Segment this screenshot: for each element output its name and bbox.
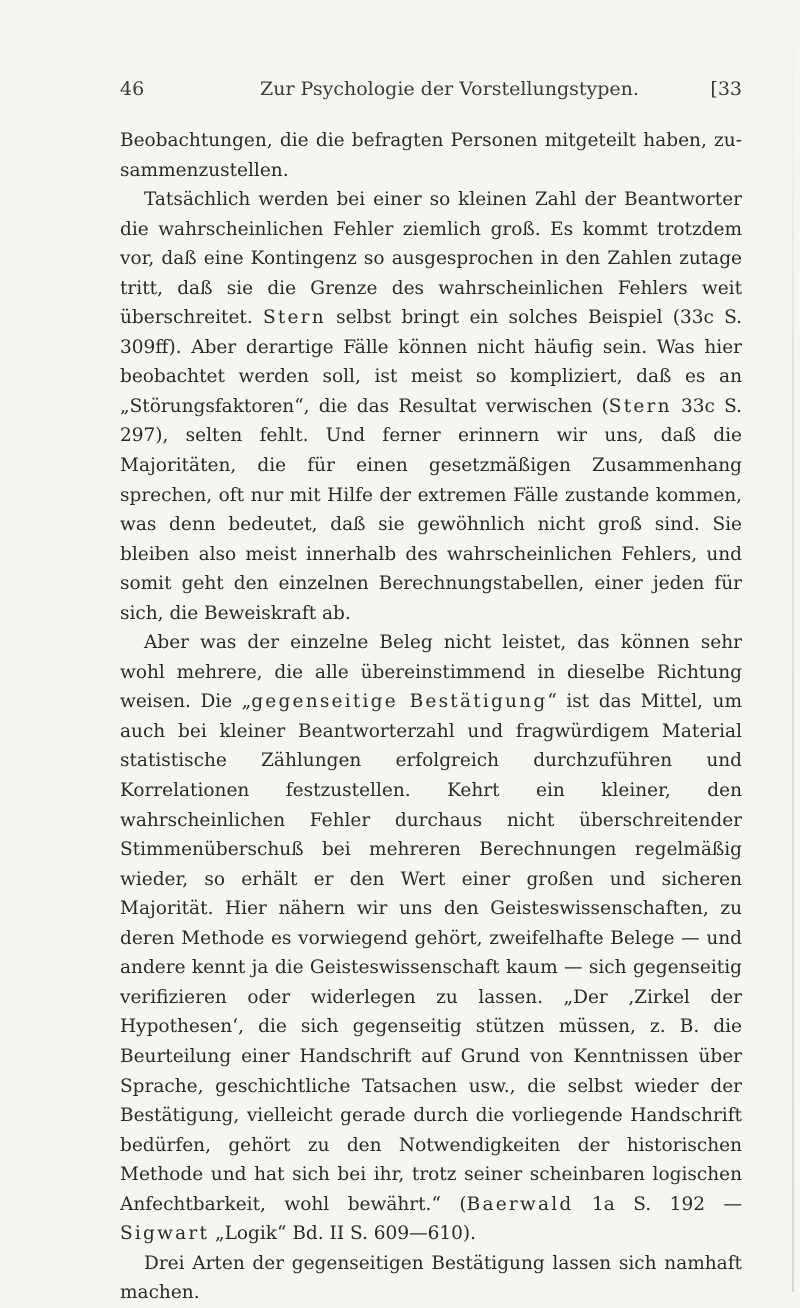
author-name: Stern [262,307,326,329]
paragraph-1: Beobachtungen, die die befragten Personen mitgeteilt haben, zusammenzustellen. [120,130,742,181]
paragraph-2 [120,185,742,628]
author-name: Sigwart [120,1223,210,1245]
author-name: Stern [608,395,672,417]
emphasized-term: gegenseitige Bestätigung [251,691,548,713]
paragraph-3 [120,628,742,1248]
paragraph-2-part-c: 33c S. 297), selten fehlt. Und ferner erinnern wir uns, daß die Majoritäten, die für einen gesetzmäßigen Zusammenhang sprechen, oft nur mit Hilfe der extremen Fälle zustande kommen, was denn bedeutet, daß sie gewöhnlich nicht groß sind. Sie bleiben also meist innerhalb des wahrscheinlichen Fehlers, und somit geht den einzelnen Berechnungstabellen, einer jeden für sich, die Beweiskraft ab. [120,395,743,624]
body-text [120,126,742,1308]
paragraph-2-part-b: selbst bringt ein solches Beispiel (33c S. 309ff). Aber derartige Fälle können nicht häufig sein. Was hier beobachtet werden soll, ist meist so kompliziert, daß es an „Störungsfaktoren“, die das Resultat verwischen ( [120,307,742,417]
running-title: Zur Psychologie der Vorstellungstypen. [260,78,639,100]
author-name: Baerwald [466,1193,574,1215]
paragraph-4: Drei Arten der gegenseitigen Bestätigung lassen sich namhaft machen. [120,1252,742,1304]
paragraph-3-part-c: 1a S. 192 — [573,1193,742,1215]
section-reference: [33 [710,78,742,100]
page-number: 46 [120,78,145,100]
paragraph-3-part-a: Aber was der einzelne Beleg nicht leistet, das können sehr wohl mehrere, die alle übereinstimmend in dieselbe Richtung weisen. Die „ [120,632,742,713]
paragraph-2-part-a: Tatsächlich werden bei einer so kleinen Zahl der Beantworter die wahrscheinlichen Fehler ziemlich groß. Es kommt trotzdem vor, daß eine Kontingenz so ausgesprochen in den Zahlen zutage tritt, daß sie die Grenze des wahrscheinlichen Fehlers weit überschreitet. [120,189,742,329]
page-edge-shadow [792,0,794,1292]
running-head [120,78,742,106]
paragraph-3-part-b: “ ist das Mittel, um auch bei kleiner Beantworterzahl und fragwürdigem Material statistische Zählungen erfolgreich durchzuführen und Korrelationen festzustellen. Kehrt ein kleiner, den wahrscheinlichen Fehler durchaus nicht überschreitender Stimmenüberschuß bei mehreren Berechnungen regelmäßig wieder, so erhält er den Wert einer großen und sicheren Majorität. Hier nähern wir uns den Geisteswissenschaften, zu deren Methode es vorwiegend gehört, zweifelhafte Belege — und andere kennt ja die Geisteswissenschaft kaum — sich gegenseitig verifizieren oder widerlegen zu lassen. „Der ‚Zirkel der Hypothesen‘, die sich gegenseitig stützen müssen, z. B. die Beurteilung einer Handschrift auf Grund von Kenntnissen über Sprache, geschichtliche Tatsachen usw., die selbst wieder der Bestätigung, vielleicht gerade durch die vorliegende Handschrift bedürfen, gehört zu den Notwendigkeiten der historischen Methode und hat sich bei ihr, trotz seiner scheinbaren logischen Anfechtbarkeit, wohl bewährt.“ ( [120,691,743,1215]
paragraph-3-part-d: „Logik“ Bd. II S. 609—610). [209,1223,477,1245]
